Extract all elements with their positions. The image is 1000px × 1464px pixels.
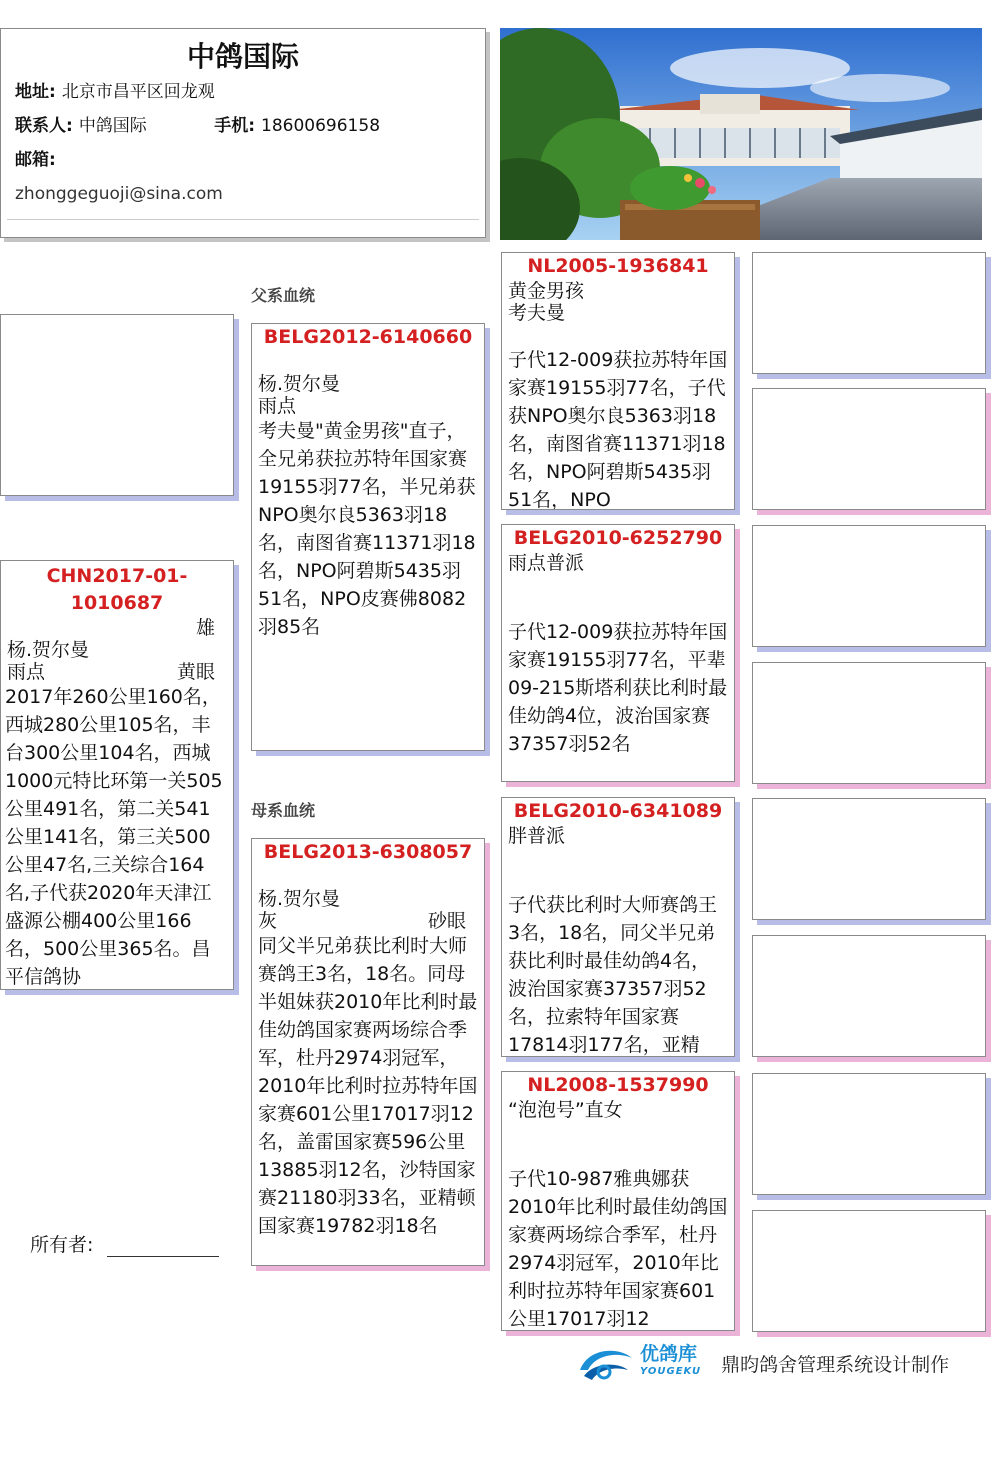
sire-sire-gap <box>502 324 734 346</box>
yougeku-logo-icon <box>574 1340 638 1386</box>
sire-sire-notes: 子代12-009获拉苏特年国家赛19155羽77名，子代获NPO奥尔良5363羽18名，南图省赛11371羽18名，NPO阿碧斯5435羽51名，NPO <box>508 349 728 510</box>
dam-dam-line1: “泡泡号”直女 <box>508 1099 623 1121</box>
dam-dam-card <box>501 1071 735 1331</box>
dam-dam-gap <box>502 1121 734 1165</box>
ggp-box-6 <box>752 935 986 1057</box>
bird-photo-box <box>0 314 234 496</box>
sire-dam-gap <box>502 574 734 618</box>
logo-en: YOUGEKU <box>640 1366 702 1377</box>
dam-card <box>251 838 485 1266</box>
sire-color: 雨点 <box>258 395 297 417</box>
contact-row <box>1 109 485 143</box>
email-row <box>1 143 485 177</box>
sire-line-label: 父系血统 <box>251 286 316 305</box>
dam-sire-ring: BELG2010-6341089 <box>513 800 723 822</box>
loft-title: 中鸽国际 <box>186 40 299 73</box>
owner-label: 所有者: <box>30 1234 94 1256</box>
dam-color-eye-row <box>252 910 484 932</box>
loft-photo <box>500 28 982 240</box>
main-bird-color: 雨点 <box>7 661 46 683</box>
ggp-box-5 <box>752 798 986 920</box>
dam-name: 杨.贺尔曼 <box>258 888 341 910</box>
footer-credit: 鼎昀鸽舍管理系统设计制作 <box>721 1353 950 1376</box>
sire-sire-card <box>501 252 735 510</box>
sire-notes: 考夫曼"黄金男孩"直子，全兄弟获拉苏特年国家赛19155羽77名，半兄弟获NPO奥尔良5363羽18名，南图省赛11371羽18名，NPO阿碧斯5435羽51名，NPO皮赛佛8082羽85名 <box>258 420 476 638</box>
contact-label: 联系人: <box>15 116 73 136</box>
main-bird-eye: 黄眼 <box>176 661 215 683</box>
contact-value: 中鸽国际 <box>78 116 147 136</box>
phone-label: 手机: <box>214 116 256 136</box>
sire-dam-card <box>501 524 735 782</box>
email-label: 邮箱: <box>15 150 56 170</box>
sire-dam-ring: BELG2010-6252790 <box>513 527 723 549</box>
main-bird-ring-line1: CHN2017-01- <box>46 565 188 587</box>
sire-sire-line1: 黄金男孩 <box>508 280 585 302</box>
logo-text <box>640 1345 701 1381</box>
ggp-box-4 <box>752 662 986 784</box>
dam-ring: BELG2013-6308057 <box>263 841 473 863</box>
email-value: zhonggeguoji@sina.com <box>15 184 223 204</box>
address-label: 地址: <box>15 82 56 102</box>
main-bird-name: 杨.贺尔曼 <box>7 639 90 661</box>
address-value: 北京市昌平区回龙观 <box>61 82 215 102</box>
dam-line-label: 母系血统 <box>251 801 316 820</box>
main-bird-notes: 2017年260公里160名，西城280公里105名，丰台300公里104名，西城1000元特比环第一关505公里491名，第二关541公里141名，第三关500公里47名,三关综合164名,子代获2020年天津江盛源公棚400公里166名，500公里365名。昌平信鸽协 <box>5 686 223 988</box>
footer <box>574 1340 949 1386</box>
ggp-box-7 <box>752 1073 986 1195</box>
dam-sire-gap <box>502 847 734 891</box>
main-bird-card <box>0 560 234 990</box>
loft-photo-image <box>500 28 982 240</box>
sire-dam-notes: 子代12-009获拉苏特年国家赛19155羽77名，平辈09-215斯塔利获比利时最佳幼鸽4位，波治国家赛37357羽52名 <box>508 621 728 755</box>
main-bird-ring-line2: 1010687 <box>70 592 164 614</box>
sire-sire-line2: 考夫曼 <box>508 302 566 324</box>
ggp-box-3 <box>752 525 986 647</box>
dam-eye: 砂眼 <box>427 910 466 932</box>
logo-cn: 优鸽库 <box>640 1343 698 1365</box>
owner-signature-line[interactable] <box>107 1236 219 1257</box>
dam-sire-line1: 胖普派 <box>508 825 566 847</box>
ggp-box-2 <box>752 388 986 510</box>
sire-sire-ring: NL2005-1936841 <box>527 255 709 277</box>
dam-dam-ring: NL2008-1537990 <box>527 1074 709 1096</box>
phone-value: 18600696158 <box>261 116 381 136</box>
main-bird-ring <box>1 561 233 617</box>
header-card <box>0 28 486 238</box>
owner-row <box>30 1230 219 1257</box>
dam-gap <box>252 866 484 888</box>
sire-gap <box>252 351 484 373</box>
dam-sire-card <box>501 797 735 1057</box>
dam-color: 灰 <box>258 910 278 932</box>
dam-sire-notes: 子代获比利时大师赛鸽王3名，18名，同父半兄弟获比利时最佳幼鸽4名，波治国家赛37357羽52名，拉索特年国家赛17814羽177名，亚精 <box>508 894 718 1056</box>
sire-name: 杨.贺尔曼 <box>258 373 341 395</box>
address-row <box>1 75 485 109</box>
header-divider <box>7 219 479 220</box>
ggp-box-8 <box>752 1210 986 1332</box>
sire-dam-line1: 雨点普派 <box>508 552 585 574</box>
main-bird-color-eye-row <box>1 661 233 683</box>
sire-card <box>251 323 485 751</box>
dam-dam-notes: 子代10-987雅典娜获2010年比利时最佳幼鸽国家赛两场综合季军，杜丹2974羽冠军，2010年比利时拉苏特年国家赛601公里17017羽12 <box>508 1168 728 1330</box>
sire-ring: BELG2012-6140660 <box>263 326 473 348</box>
ggp-box-1 <box>752 252 986 374</box>
dam-notes: 同父半兄弟获比利时大师赛鸽王3名，18名。同母半姐妹获2010年比利时最佳幼鸽国家赛两场综合季军，杜丹2974羽冠军，2010年比利时拉苏特年国家赛601公里17017羽12名，盖雷国家赛596公里13885羽12名，沙特国家赛21180羽33名，亚精顿国家赛19782羽18名 <box>258 935 478 1237</box>
main-bird-sex: 雄 <box>195 617 215 639</box>
